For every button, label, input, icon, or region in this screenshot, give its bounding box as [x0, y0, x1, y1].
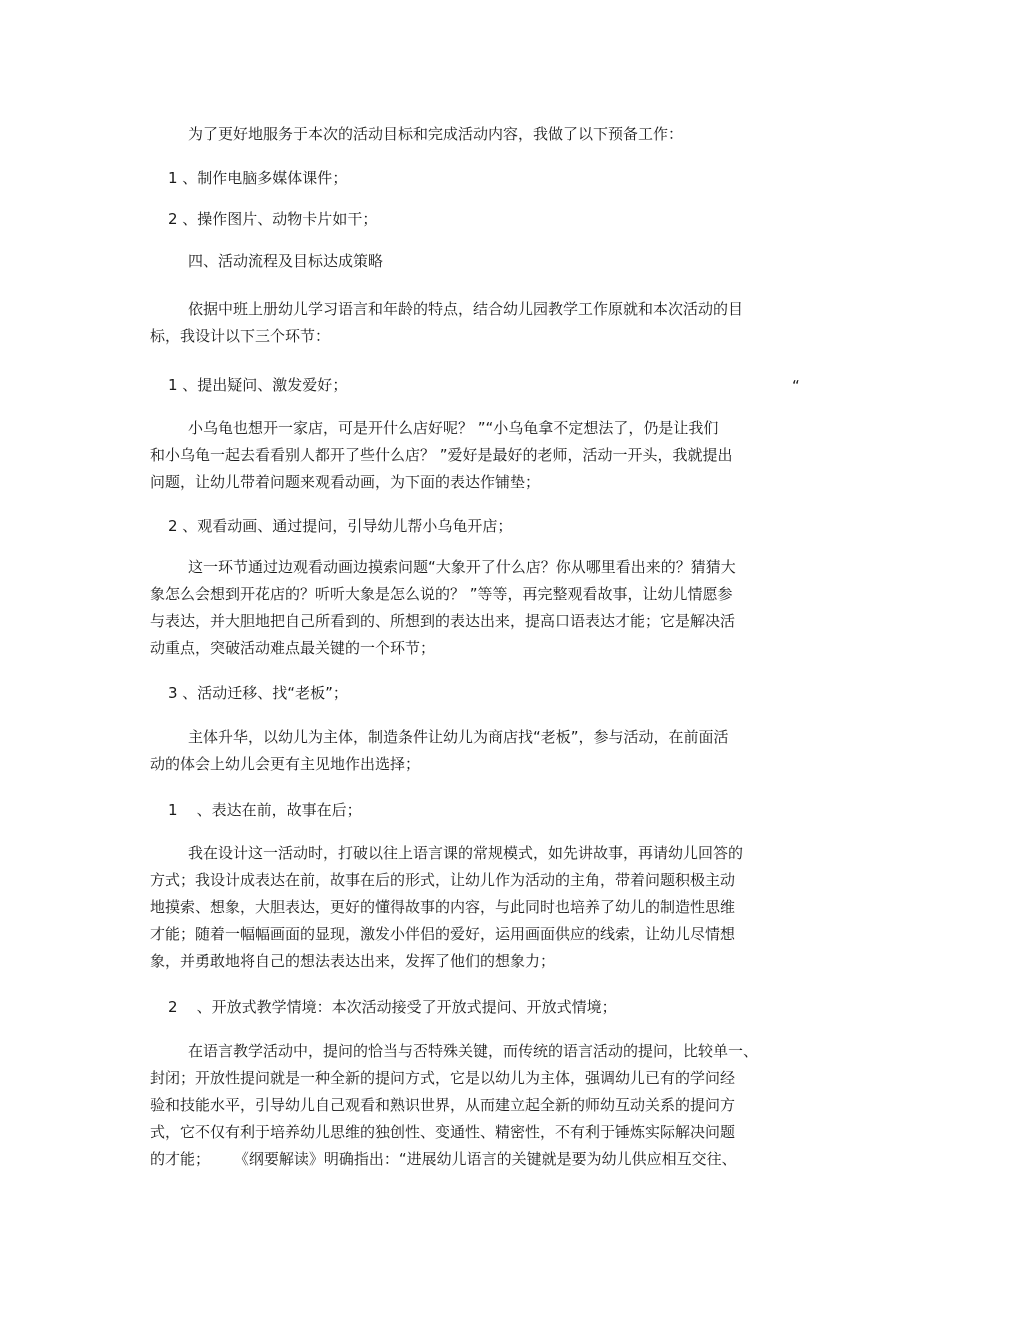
list-item: 2 、观看动画、通过提问，引导幼儿帮小乌龟开店； — [168, 517, 513, 535]
text-line: 与表达，并大胆地把自己所看到的、所想到的表达出来，提高口语表达才能；它是解决活 — [150, 612, 736, 630]
text-line: 和小乌龟一起去看看别人都开了些什么店？ ”爱好是最好的老师，活动一开头，我就提出 — [150, 446, 733, 464]
text-line: 封闭；开放性提问就是一种全新的提问方式，它是以幼儿为主体，强调幼儿已有的学问经 — [150, 1069, 736, 1087]
text-line: 主体升华，以幼儿为主体，制造条件让幼儿为商店找“老板”，参与活动，在前面活 — [188, 728, 729, 746]
text-line: 才能；随着一幅幅画面的显现，激发小伴侣的爱好，运用画面供应的线索，让幼儿尽情想 — [150, 925, 736, 943]
text-line: 动的体会上幼儿会更有主见地作出选择； — [150, 755, 421, 773]
text-line: 这一环节通过边观看动画边摸索问题“大象开了什么店？你从哪里看出来的？猜猜大 — [188, 558, 736, 576]
text-line: 问题，让幼儿带着问题来观看动画，为下面的表达作铺垫； — [150, 473, 541, 491]
text-line: 验和技能水平，引导幼儿自己观看和熟识世界，从而建立起全新的师幼互动关系的提问方 — [150, 1096, 736, 1114]
text-line: 方式；我设计成表达在前，故事在后的形式，让幼儿作为活动的主角，带着问题积极主动 — [150, 871, 736, 889]
text-line: 地摸索、想象，大胆表达，更好的懂得故事的内容，与此同时也培养了幼儿的制造性思维 — [150, 898, 736, 916]
quote-mark: “ — [792, 377, 800, 395]
text-line: 在语言教学活动中，提问的恰当与否特殊关键，而传统的语言活动的提问，比较单一、 — [188, 1042, 759, 1060]
list-item: 1 、提出疑问、激发爱好； — [168, 376, 348, 394]
list-item: 2 、开放式教学情境：本次活动接受了开放式提问、开放式情境； — [168, 998, 617, 1016]
list-item: 2 、操作图片、动物卡片如干； — [168, 210, 378, 228]
text-line: 为了更好地服务于本次的活动目标和完成活动内容，我做了以下预备工作： — [188, 125, 684, 143]
text-line: 小乌龟也想开一家店，可是开什么店好呢？ ”“小乌龟拿不定想法了，仍是让我们 — [188, 419, 719, 437]
text-line: 标，我设计以下三个环节： — [150, 327, 331, 345]
text-line: 的才能； 《纲要解读》明确指出：“进展幼儿语言的关键就是要为幼儿供应相互交往、 — [150, 1150, 737, 1168]
section-heading: 四、活动流程及目标达成策略 — [188, 252, 384, 270]
text-line: 我在设计这一活动时，打破以往上语言课的常规模式，如先讲故事，再请幼儿回答的 — [188, 844, 744, 862]
list-item: 3 、活动迁移、找“老板”； — [168, 684, 348, 702]
text-line: 式，它不仅有利于培养幼儿思维的独创性、变通性、精密性，不有利于锤炼实际解决问题 — [150, 1123, 736, 1141]
list-item: 1 、制作电脑多媒体课件； — [168, 169, 348, 187]
list-item: 1 、表达在前，故事在后； — [168, 801, 362, 819]
text-line: 象怎么会想到开花店的？听听大象是怎么说的？ ”等等，再完整观看故事，让幼儿情愿参 — [150, 585, 733, 603]
text-line: 动重点，突破活动难点最关键的一个环节； — [150, 639, 436, 657]
text-line: 依据中班上册幼儿学习语言和年龄的特点，结合幼儿园教学工作原就和本次活动的目 — [188, 300, 744, 318]
text-line: 象，并勇敢地将自己的想法表达出来，发挥了他们的想象力； — [150, 952, 556, 970]
